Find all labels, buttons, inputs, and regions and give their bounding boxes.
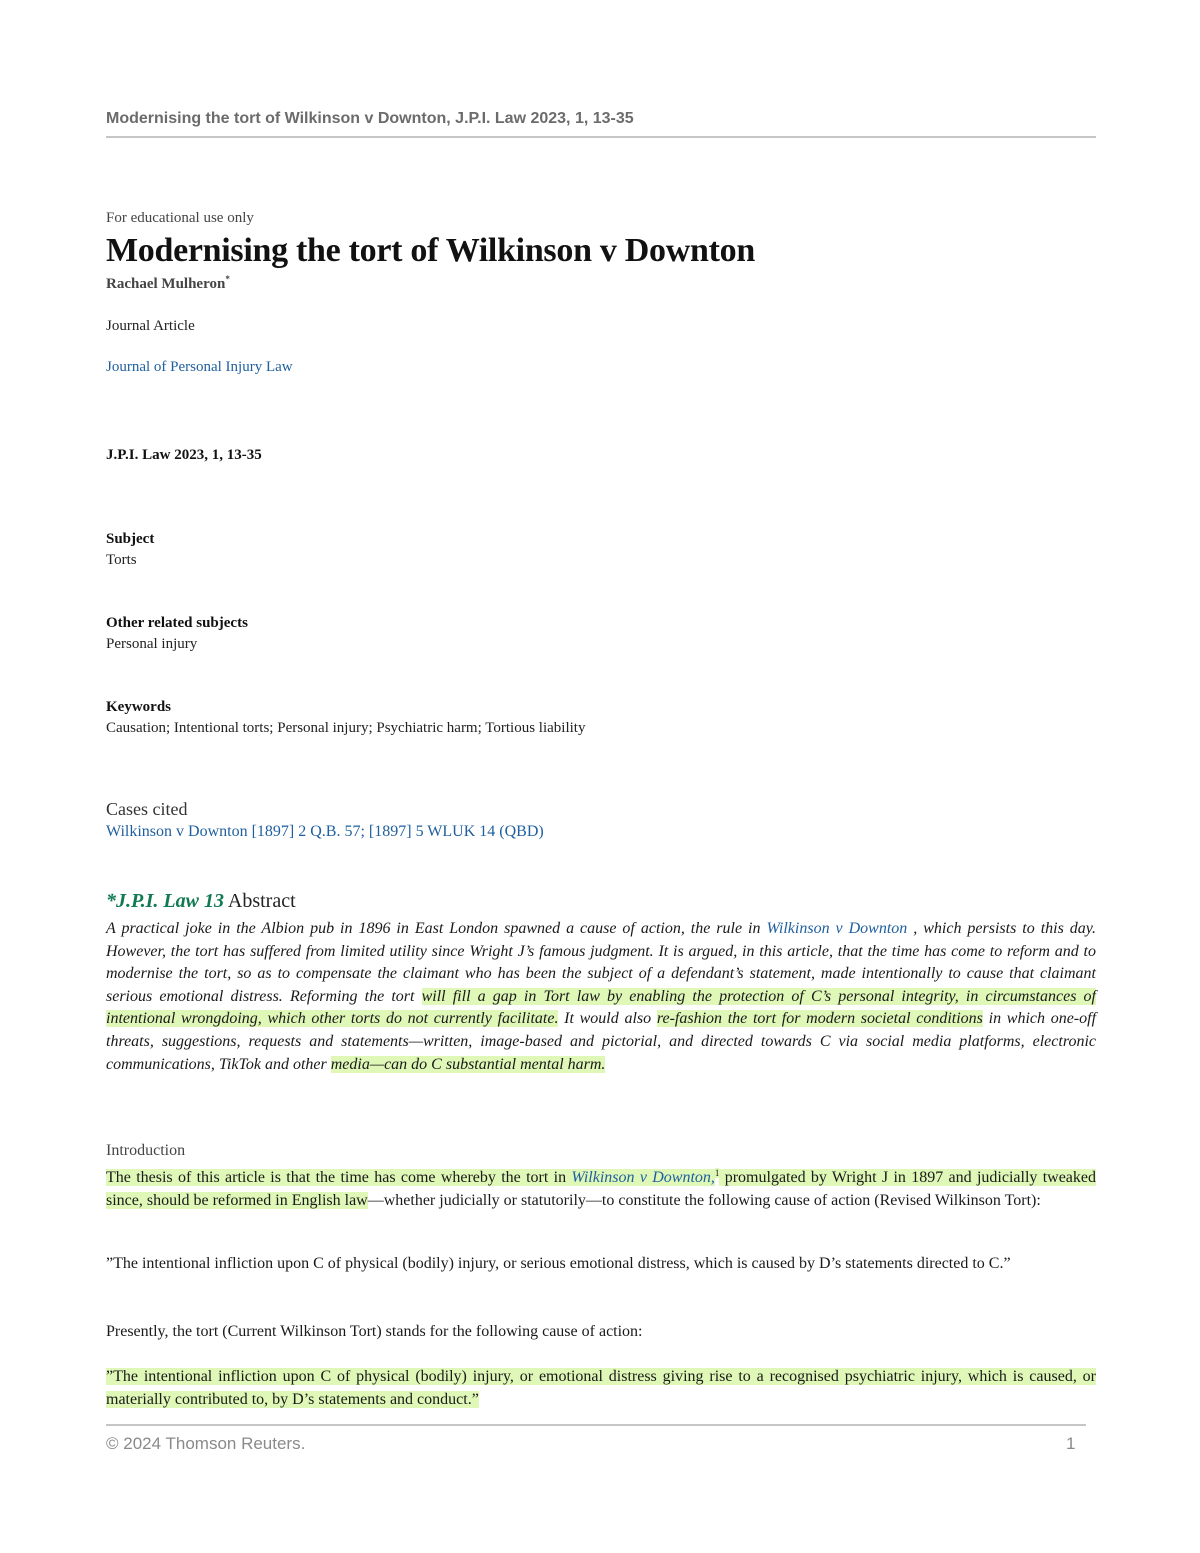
abstract-text-4: in which one-off threats, suggestions, requests and statements—written, image-based and pictorial, and directed towards C via social media platforms, electronic communications, TikTok and other <box>106 1010 1097 1073</box>
footer-divider <box>106 1424 1086 1426</box>
abstract-heading <box>106 890 296 913</box>
highlight-3: media—can do C substantial mental harm. <box>330 1055 606 1073</box>
intro-case-link[interactable]: Wilkinson v Downton, <box>571 1169 715 1187</box>
related-subjects-label: Other related subjects <box>106 615 248 631</box>
cases-cited-label: Cases cited <box>106 799 188 819</box>
usage-notice: For educational use only <box>106 210 254 226</box>
citation: J.P.I. Law 2023, 1, 13-35 <box>106 447 262 463</box>
highlight-2: re-fashion the tort for modern societal conditions <box>656 1010 983 1028</box>
author-name-text: Rachael Mulheron <box>106 276 226 292</box>
keywords-value: Causation; Intentional torts; Personal injury; Psychiatric harm; Tortious liability <box>106 720 586 736</box>
author-name <box>106 274 230 293</box>
article-title: Modernising the tort of Wilkinson v Downton <box>106 232 755 269</box>
cases-cited-link[interactable]: Wilkinson v Downton [1897] 2 Q.B. 57; [1897] 5 WLUK 14 (QBD) <box>106 823 544 840</box>
journal-link[interactable]: Journal of Personal Injury Law <box>106 359 293 375</box>
subject-label: Subject <box>106 531 155 547</box>
quote-highlight: ”The intentional infliction upon C of physical (bodily) injury, or emotional distress giving rise to a recognised psychiatric injury, which is caused, or materially contributed to, by D’s statements and conduct.” <box>106 1368 1096 1408</box>
current-tort-quote <box>106 1365 1096 1411</box>
author-footnote-mark[interactable]: * <box>225 274 230 284</box>
abstract-text-1: A practical joke in the Albion pub in 1896 in East London spawned a cause of action, the rule in <box>106 920 767 937</box>
page-marker: *J.P.I. Law 13 <box>106 890 224 912</box>
abstract-title: Abstract <box>227 890 296 912</box>
intro-highlight-1: The thesis of this article is that the time has come whereby the tort in <box>106 1169 572 1187</box>
subject-value: Torts <box>106 552 137 568</box>
page-number: 1 <box>1066 1434 1076 1453</box>
intro-paragraph-3: Presently, the tort (Current Wilkinson Tort) stands for the following cause of action: <box>106 1323 643 1340</box>
abstract-text-3: It would also <box>558 1010 657 1028</box>
abstract-case-link[interactable]: Wilkinson v Downton <box>766 920 908 937</box>
introduction-heading: Introduction <box>106 1142 186 1159</box>
document-type: Journal Article <box>106 318 195 334</box>
intro-text-rest: —whether judicially or statutorily—to constitute the following cause of action (Revised Wilkinson Tort): <box>367 1192 1041 1210</box>
highlight-1: will fill a gap in Tort law by enabling the protection of C’s personal integrity, in circumstances of intentional wrongdoing, which other torts do not currently facilitate. <box>106 987 1096 1028</box>
related-subjects-value: Personal injury <box>106 636 198 652</box>
abstract-text <box>106 918 1096 1076</box>
running-header: Modernising the tort of Wilkinson v Downton, J.P.I. Law 2023, 1, 13-35 <box>106 110 1096 138</box>
copyright: © 2024 Thomson Reuters. <box>106 1434 306 1453</box>
revised-tort-quote: ”The intentional infliction upon C of physical (bodily) injury, or serious emotional distress, which is caused by D’s statements directed to C.” <box>106 1255 1011 1272</box>
footnote-ref-1[interactable]: 1 <box>714 1168 720 1178</box>
abstract-text-2: , which persists to this day. However, the tort has suffered from limited utility since Wright J’s famous judgment. It is argued, in this article, that the time has come to reform and to modernise the tort, so as to compensate the claimant who has been the subject of a defendant’s statement, made intentionally to cause that claimant serious emotional distress. Reforming the tort <box>106 920 1096 1005</box>
keywords-label: Keywords <box>106 699 171 715</box>
intro-highlight-2: promulgated by Wright J in 1897 and judicially tweaked since, should be reformed in English law <box>106 1169 1097 1210</box>
intro-paragraph-1 <box>106 1162 1096 1212</box>
